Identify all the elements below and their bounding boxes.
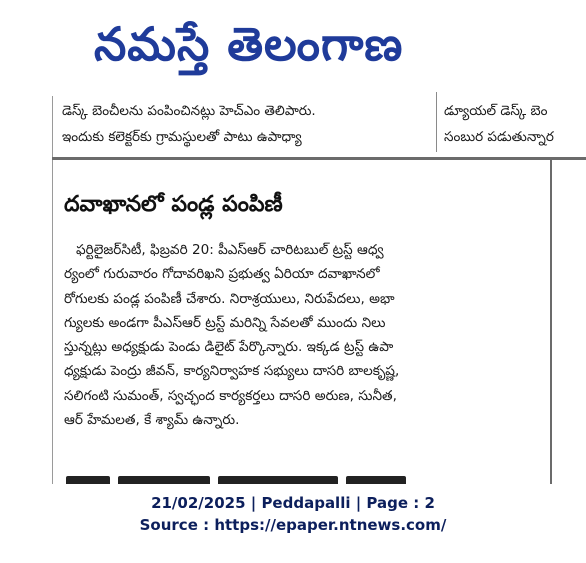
- article-body-line: ఫర్టిలైజర్‌సిటీ, ఫిబ్రవరి 20: పీఎస్ఆర్ చారిటబుల్ ట్రస్ట్ ఆధ్వ: [76, 242, 384, 258]
- caption-date-line: 21/02/2025 | Peddapalli | Page : 2: [151, 494, 435, 512]
- previous-article-right-column: [444, 98, 586, 150]
- article-body-line: సలిగంటి సుమంత్, స్వచ్ఛంద కార్యకర్తలు దాసరి అరుణ, సునీత,: [64, 387, 397, 404]
- cutoff-glyph: [66, 476, 110, 484]
- column-divider: [436, 92, 437, 152]
- newspaper-logo: నమస్తే తెలంగాణ: [94, 17, 404, 71]
- previous-article-line: సంబుర పడుతున్నార: [444, 129, 554, 145]
- article-body-line: రోగులకు పండ్ల పంపిణీ చేశారు. నిరాశ్రయులు, నిరుపేదలు, అభా: [64, 290, 395, 307]
- cutoff-glyph: [346, 476, 406, 484]
- article-body-line: స్తున్నట్లు అధ్యక్షుడు పెండు డిలైట్ పేర్కొన్నారు. ఇక్కడ ట్రస్ట్ ఉపా: [64, 339, 394, 356]
- caption-source-line: Source : https://epaper.ntnews.com/: [139, 516, 447, 534]
- previous-article-line: ఇందుకు కలెక్టర్‌కు గ్రామస్థులతో పాటు ఉపాధ్యా: [62, 129, 302, 145]
- previous-article-line: డెస్క్ బెంచీలను పంపించినట్లు హెచ్ఎం తెలిపారు.: [62, 103, 316, 119]
- article-body: [64, 238, 542, 432]
- previous-article-line: డ్యూయల్ డెస్క్ బెం: [444, 103, 548, 119]
- masthead: [0, 0, 586, 92]
- cutoff-glyph: [218, 476, 338, 484]
- article-body-line: ర్యంలో గురువారం గోదావరిఖని ప్రభుత్వ ఏరియా దవాఖానలో: [64, 266, 380, 283]
- article-headline: దవాఖానలో పండ్ల పంపిణీ: [64, 192, 283, 217]
- article-body-line: ఆర్ హేమలత, కే శ్యామ్ ఉన్నారు.: [64, 412, 240, 429]
- previous-article-left-column: [62, 98, 432, 150]
- source-caption: [0, 492, 586, 536]
- cutoff-glyph: [118, 476, 210, 484]
- article-body-line: గ్యులకు అండగా పీఎస్ఆర్ ట్రస్ట్ మరిన్ని సేవలతో ముందు నిలు: [64, 314, 386, 331]
- article-body-line: ధ్యక్షుడు పెంద్రు జీవన్, కార్యనిర్వాహక సభ్యులు దాసరి బాలకృష్ణ,: [64, 363, 400, 380]
- next-headline-cutoff: [52, 470, 550, 484]
- newspaper-clipping: [52, 92, 586, 484]
